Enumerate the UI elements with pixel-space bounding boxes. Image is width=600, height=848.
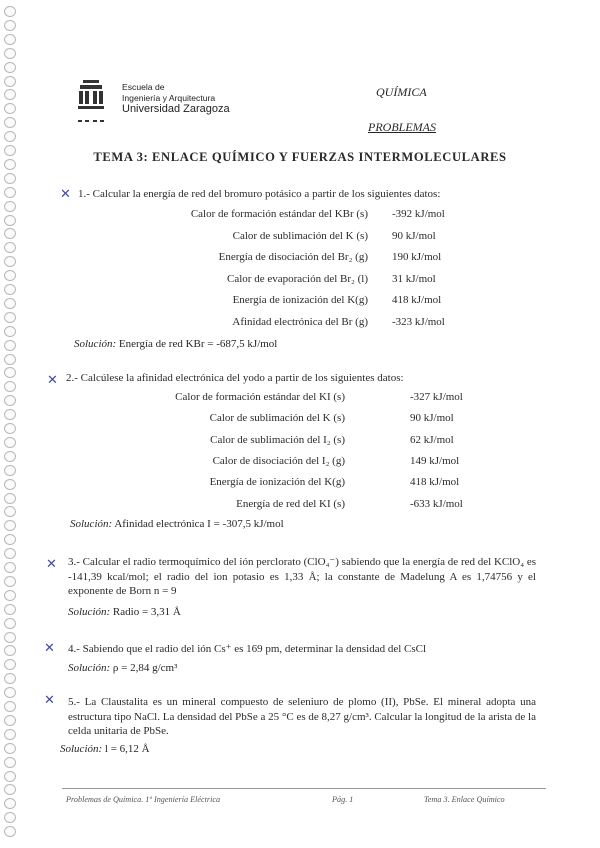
binder-hole [4, 270, 16, 281]
binder-hole [4, 34, 16, 45]
data-row-label: Energía de ionización del K(g) [209, 476, 345, 489]
problem4-solution [68, 662, 177, 674]
binder-hole [4, 465, 16, 476]
footer-right: Tema 3. Enlace Químico [424, 795, 505, 804]
problem1-solution [74, 338, 277, 350]
binder-hole [4, 62, 16, 73]
binder-hole [4, 520, 16, 531]
data-row-label: Energía de red del KI (s) [236, 497, 345, 510]
binder-hole [4, 576, 16, 587]
binder-hole [4, 590, 16, 601]
check-mark-icon: ✕ [44, 692, 55, 707]
binder-hole [4, 798, 16, 809]
data-row-label: Calor de disociación del I₂ (g) [212, 454, 345, 467]
footer-divider [62, 788, 546, 789]
data-row-value: -327 kJ/mol [410, 391, 463, 403]
check-mark-icon: ✕ [47, 372, 58, 387]
data-row-value: 149 kJ/mol [410, 454, 460, 467]
binder-hole [4, 367, 16, 378]
binder-hole [4, 117, 16, 128]
binder-hole [4, 715, 16, 726]
binder-hole [4, 131, 16, 142]
data-row-label: Afinidad electrónica del Br (g) [232, 315, 368, 328]
solution-value: ρ = 2,84 g/cm³ [112, 662, 178, 674]
problem5-solution [60, 743, 150, 755]
solution-label: Solución: [60, 743, 103, 755]
binder-hole [4, 6, 16, 17]
binder-hole [4, 48, 16, 59]
problem1-intro: 1.- Calcular la energía de red del bromuro potásico a partir de los siguientes datos: [78, 188, 441, 200]
binder-hole [4, 826, 16, 837]
binder-hole [4, 687, 16, 698]
binder-hole [4, 618, 16, 629]
binder-hole [4, 201, 16, 212]
data-row-label: Calor de sublimación del K (s) [209, 412, 345, 425]
binder-hole [4, 256, 16, 267]
problem3-statement: 3.- Calcular el radio termoquímico del ión perclorato (ClO₄⁻) sabiendo que la energía de red del KClO₄ es -141,39 kcal/mol; el radio del ion potasio es 1,33 Å; la constante de Madelung A es 1,74756 y el exponente de Born n = 9 [68, 556, 536, 597]
problem5-statement: 5.- La Claustalita es un mineral compuesto de seleniuro de plomo (II), PbSe. El mineral adopta una estructura tipo NaCl. La densidad del PbSe a 25 °C es de 8,27 g/cm³. Calcular la longitud de la arista de la celda unitaria de PbSe. [68, 696, 536, 737]
subject-title: QUÍMICA [376, 85, 427, 99]
check-mark-icon: ✕ [60, 186, 71, 201]
binder-hole [4, 757, 16, 768]
binder-hole [4, 771, 16, 782]
university-logo [74, 78, 108, 128]
binder-hole [4, 103, 16, 114]
data-row-label: Calor de evaporación del Br₂ (l) [227, 272, 368, 285]
solution-label: Solución: [70, 518, 113, 530]
binder-hole [4, 506, 16, 517]
binder-hole [4, 729, 16, 740]
binder-hole [4, 562, 16, 573]
solution-label: Solución: [74, 338, 117, 350]
problem3-solution [68, 606, 181, 618]
check-mark-icon: ✕ [46, 556, 57, 571]
data-row-value: -392 kJ/mol [392, 208, 445, 220]
binder-hole [4, 645, 16, 656]
binder-hole [4, 632, 16, 643]
problem4-statement: 4.- Sabiendo que el radio del ión Cs⁺ es 169 pm, determinar la densidad del CsCl [68, 643, 427, 655]
binder-hole [4, 381, 16, 392]
binder-hole [4, 493, 16, 504]
binder-hole [4, 437, 16, 448]
binder-hole [4, 743, 16, 754]
solution-value: Radio = 3,31 Å [112, 606, 181, 618]
data-row-value: 62 kJ/mol [410, 433, 454, 446]
binder-hole [4, 604, 16, 615]
data-row-label: Calor de sublimación del K (s) [232, 229, 368, 242]
binder-hole [4, 298, 16, 309]
binder-hole [4, 20, 16, 31]
binder-hole [4, 354, 16, 365]
binder-hole [4, 451, 16, 462]
school-line-3: Universidad Zaragoza [122, 103, 230, 115]
binder-hole [4, 479, 16, 490]
binder-hole [4, 228, 16, 239]
binder-hole [4, 812, 16, 823]
binder-hole [4, 215, 16, 226]
solution-label: Solución: [68, 606, 111, 618]
data-row-value: 418 kJ/mol [410, 476, 460, 489]
footer-page-number: Pág. 1 [332, 795, 354, 804]
school-line-2: Ingeniería y Arquitectura [122, 93, 216, 103]
problem2-solution [70, 518, 284, 530]
data-row-value: 90 kJ/mol [410, 412, 454, 425]
footer-left: Problemas de Química. 1º Ingeniería Eléctrica [66, 795, 221, 804]
binder-hole [4, 284, 16, 295]
data-row-value: -633 kJ/mol [410, 497, 463, 510]
solution-value: l = 6,12 Å [104, 743, 150, 755]
binder-hole [4, 409, 16, 420]
binder-hole [4, 534, 16, 545]
solution-value: Afinidad electrónica I = -307,5 kJ/mol [114, 518, 284, 530]
binder-hole [4, 395, 16, 406]
binder-hole [4, 187, 16, 198]
theme-title: TEMA 3: ENLACE QUÍMICO Y FUERZAS INTERMOLECULARES [93, 150, 507, 164]
school-name [122, 82, 230, 115]
data-row-label: Energía de ionización del K(g) [232, 294, 368, 306]
data-row-value: 31 kJ/mol [392, 272, 436, 285]
binder-hole [4, 326, 16, 337]
binder-hole [4, 548, 16, 559]
binder-hole [4, 173, 16, 184]
binder-hole [4, 659, 16, 670]
binder-holes [4, 6, 18, 842]
data-row-label: Calor de formación estándar del KBr (s) [190, 208, 368, 220]
data-row-label: Calor de formación estándar del KI (s) [175, 391, 345, 403]
data-row-value: 418 kJ/mol [392, 294, 442, 306]
binder-hole [4, 701, 16, 712]
problem2-intro: 2.- Calcúlese la afinidad electrónica del yodo a partir de los siguientes datos: [66, 372, 404, 384]
data-row-value: 190 kJ/mol [392, 251, 442, 263]
binder-hole [4, 76, 16, 87]
data-row-value: 90 kJ/mol [392, 229, 436, 242]
data-row-label: Energía de disociación del Br₂ (g) [218, 251, 368, 263]
data-row-label: Calor de sublimación del I₂ (s) [210, 433, 345, 446]
binder-hole [4, 423, 16, 434]
solution-label: Solución: [68, 662, 111, 674]
section-title: PROBLEMAS [368, 120, 436, 134]
school-line-1: Escuela de [122, 82, 165, 92]
binder-hole [4, 312, 16, 323]
binder-hole [4, 673, 16, 684]
data-row-value: -323 kJ/mol [392, 315, 445, 328]
binder-hole [4, 89, 16, 100]
binder-hole [4, 242, 16, 253]
check-mark-icon: ✕ [44, 640, 55, 655]
binder-hole [4, 784, 16, 795]
solution-value: Energía de red KBr = -687,5 kJ/mol [118, 338, 278, 350]
binder-hole [4, 340, 16, 351]
